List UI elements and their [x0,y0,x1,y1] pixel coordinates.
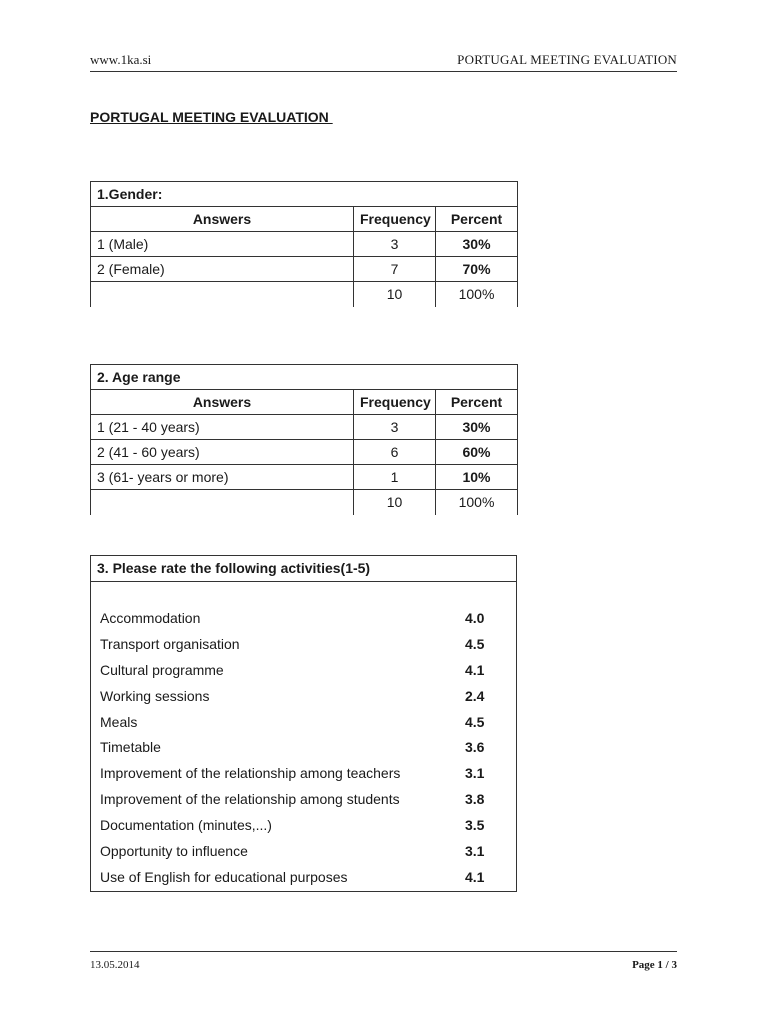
rating-value: 4.1 [465,868,485,885]
percent-cell: 30% [436,232,518,257]
rating-label: Improvement of the relationship among teachers [100,765,401,782]
column-header-answers: Answers [91,207,354,232]
frequency-cell: 7 [354,257,436,282]
rating-item [91,736,516,762]
column-header-frequency: Frequency [354,207,436,232]
rating-item [91,814,516,840]
rating-item [91,685,516,711]
rating-label: Meals [100,713,138,730]
frequency-cell: 6 [354,440,436,465]
table-row [91,257,518,282]
rating-item [91,659,516,685]
table-row [91,440,518,465]
table-row [91,232,518,257]
table-header-row [91,390,518,415]
percent-cell: 60% [436,440,518,465]
rating-label: Use of English for educational purposes [100,868,348,885]
rating-item [91,866,516,892]
rating-value: 4.1 [465,661,485,678]
rating-label: Transport organisation [100,635,240,652]
age-range-table [90,364,518,515]
table-title: 2. Age range [91,365,518,390]
rating-value: 4.0 [465,610,485,626]
total-percent-cell: 100% [436,282,518,307]
page-footer [90,951,677,971]
gender-table [90,181,518,307]
percent-cell: 30% [436,415,518,440]
answer-cell: 3 (61- years or more) [91,465,354,490]
table-row [91,465,518,490]
activities-rating-table [90,555,517,892]
table-title: 1.Gender: [91,182,518,207]
rating-item [91,711,516,737]
table-row [91,415,518,440]
total-answer-cell [91,490,354,515]
frequency-cell: 3 [354,415,436,440]
rating-item [91,840,516,866]
total-row [91,490,518,515]
column-header-percent: Percent [436,207,518,232]
answer-cell: 2 (Female) [91,257,354,282]
rating-label: Accommodation [100,610,201,626]
table-header-row [91,207,518,232]
rating-label: Cultural programme [100,661,224,678]
rating-value: 4.5 [465,635,485,652]
rating-label: Working sessions [100,687,210,704]
column-header-answers: Answers [91,390,354,415]
answer-cell: 2 (41 - 60 years) [91,440,354,465]
rating-value: 3.1 [465,843,485,860]
rating-value: 3.6 [465,739,485,756]
total-row [91,282,518,307]
rating-item [91,762,516,788]
rating-label: Timetable [100,739,161,756]
total-frequency-cell: 10 [354,490,436,515]
rating-value: 4.5 [465,713,485,730]
rating-item [91,633,516,659]
total-percent-cell: 100% [436,490,518,515]
table-title-row [91,182,518,207]
column-header-percent: Percent [436,390,518,415]
total-answer-cell [91,282,354,307]
rating-value: 3.5 [465,817,485,834]
document-title: PORTUGAL MEETING EVALUATION [90,109,333,125]
answer-cell: 1 (Male) [91,232,354,257]
rating-label: Opportunity to influence [100,843,248,860]
header-title: PORTUGAL MEETING EVALUATION [457,52,677,67]
rating-list [91,607,516,892]
page-number: Page 1 / 3 [632,959,677,971]
table-title-row [91,365,518,390]
rating-title: 3. Please rate the following activities(1-5) [91,556,516,582]
rating-label: Improvement of the relationship among students [100,791,400,808]
rating-label: Documentation (minutes,...) [100,817,272,834]
website-link[interactable]: www.1ka.si [90,52,152,67]
page-header [90,50,677,72]
answer-cell: 1 (21 - 40 years) [91,415,354,440]
frequency-cell: 3 [354,232,436,257]
frequency-cell: 1 [354,465,436,490]
rating-value: 2.4 [465,687,485,704]
percent-cell: 70% [436,257,518,282]
footer-date: 13.05.2014 [90,959,140,971]
percent-cell: 10% [436,465,518,490]
column-header-frequency: Frequency [354,390,436,415]
rating-value: 3.8 [465,791,485,808]
rating-item [91,607,516,633]
total-frequency-cell: 10 [354,282,436,307]
rating-value: 3.1 [465,765,485,782]
rating-item [91,788,516,814]
